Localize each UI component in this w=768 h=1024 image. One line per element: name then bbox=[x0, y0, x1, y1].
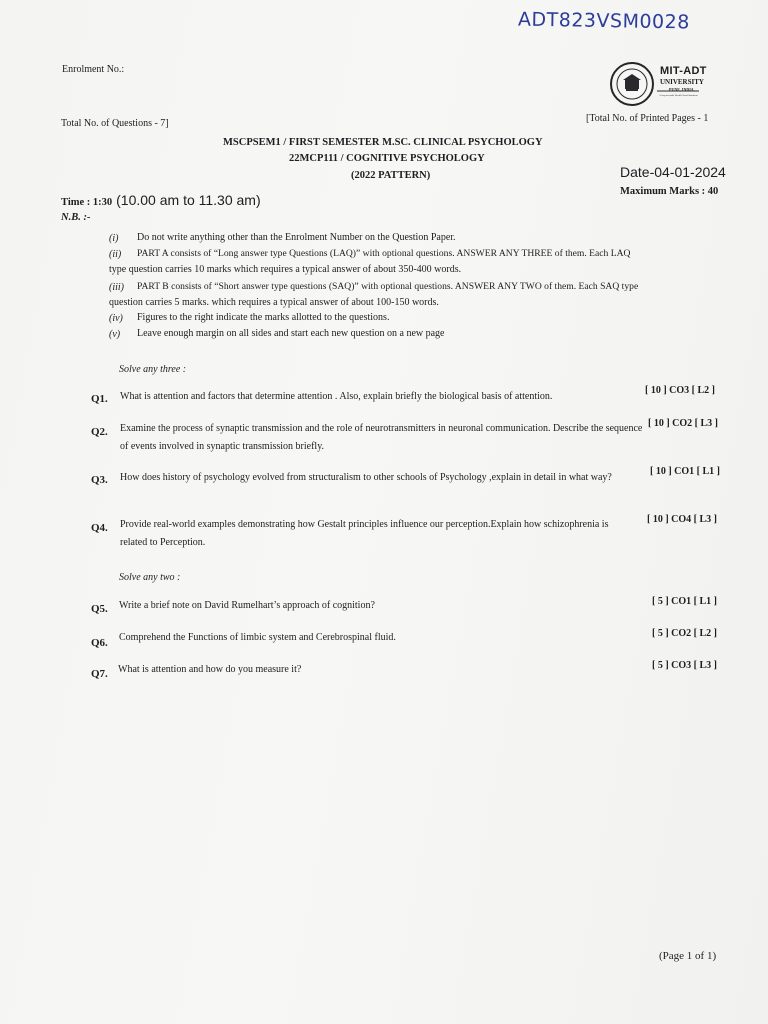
time-range: (10.00 am to 11.30 am) bbox=[116, 192, 261, 208]
question-number: Q6. bbox=[91, 637, 108, 649]
question-text: Comprehend the Functions of limbic system and Cerebrospinal fluid. bbox=[119, 632, 396, 643]
question-marks: [ 5 ] CO1 [ L1 ] bbox=[652, 596, 717, 607]
section-b-label: Solve any two : bbox=[119, 572, 181, 583]
question-text: What is attention and how do you measure it? bbox=[118, 664, 302, 675]
nb-label: N.B. :- bbox=[61, 212, 91, 223]
maximum-marks: Maximum Marks : 40 bbox=[620, 186, 719, 197]
question-text: Write a brief note on David Rumelhart’s approach of cognition? bbox=[119, 600, 375, 611]
question-marks: [ 10 ] CO2 [ L3 ] bbox=[648, 418, 718, 429]
exam-date: Date-04-01-2024 bbox=[620, 164, 726, 180]
time-label: Time : 1:30 bbox=[61, 197, 113, 208]
header-line-3: (2022 PATTERN) bbox=[351, 170, 431, 181]
instruction-text: Figures to the right indicate the marks allotted to the questions. bbox=[137, 312, 390, 323]
instruction-num: (iii) bbox=[109, 282, 124, 293]
total-questions: Total No. of Questions - 7] bbox=[61, 118, 169, 129]
instruction-text-cont: question carries 5 marks. which requires a typical answer of about 100-150 words. bbox=[109, 297, 439, 308]
logo-line2: UNIVERSITY bbox=[660, 78, 704, 86]
question-text: How does history of psychology evolved from structuralism to other schools of Psychology ,explain in detail in what way? bbox=[120, 472, 612, 483]
enrolment-label: Enrolment No.: bbox=[62, 64, 125, 75]
question-number: Q7. bbox=[91, 668, 108, 680]
logo-tagline: A leap towards World Class Education bbox=[659, 94, 698, 97]
header-line-1: MSCPSEM1 / FIRST SEMESTER M.SC. CLINICAL PSYCHOLOGY bbox=[223, 137, 543, 148]
question-number: Q3. bbox=[91, 474, 108, 486]
instruction-num: (i) bbox=[109, 233, 119, 244]
handwritten-doc-id: ADT823VSM0028 bbox=[517, 8, 690, 34]
question-number: Q4. bbox=[91, 522, 108, 534]
instruction-text: Do not write anything other than the Enrolment Number on the Question Paper. bbox=[137, 232, 456, 243]
question-text: Provide real-world examples demonstrating how Gestalt principles influence our perception.Explain how schizophrenia is related to Perception. bbox=[120, 519, 609, 548]
page-footer: (Page 1 of 1) bbox=[659, 950, 717, 962]
instruction-text: PART A consists of “Long answer type Questions (LAQ)” with optional questions. ANSWER ANY THREE of them. Each LAQ bbox=[137, 248, 631, 259]
instruction-text-cont: type question carries 10 marks which requires a typical answer of about 350-400 words. bbox=[109, 264, 462, 275]
section-a-label: Solve any three : bbox=[119, 364, 187, 375]
instruction-text: PART B consists of “Short answer type questions (SAQ)” with optional questions. ANSWER ANY TWO of them. Each SAQ type bbox=[137, 281, 639, 292]
instruction-num: (ii) bbox=[109, 249, 122, 260]
question-text: What is attention and factors that determine attention . Also, explain briefly the biological basis of attention. bbox=[120, 391, 553, 402]
question-marks: [ 5 ] CO2 [ L2 ] bbox=[652, 628, 717, 639]
total-pages: [Total No. of Printed Pages - 1 bbox=[586, 113, 709, 124]
logo-line3: PUNE, INDIA bbox=[669, 87, 694, 92]
question-number: Q2. bbox=[91, 426, 108, 438]
university-logo bbox=[609, 61, 721, 107]
question-marks: [ 10 ] CO3 [ L2 ] bbox=[645, 385, 715, 396]
time-row bbox=[61, 192, 261, 210]
instruction-text: Leave enough margin on all sides and start each new question on a new page bbox=[137, 328, 445, 339]
question-number: Q5. bbox=[91, 603, 108, 615]
instruction-num: (iv) bbox=[109, 313, 123, 324]
question-marks: [ 5 ] CO3 [ L3 ] bbox=[652, 660, 717, 671]
question-text: Examine the process of synaptic transmission and the role of neurotransmitters in neuronal communication. Describe the sequence of events involved in synaptic transmission briefly. bbox=[120, 423, 643, 452]
question-marks: [ 10 ] CO4 [ L3 ] bbox=[647, 514, 717, 525]
header-line-2: 22MCP111 / COGNITIVE PSYCHOLOGY bbox=[289, 153, 485, 164]
question-marks: [ 10 ] CO1 [ L1 ] bbox=[650, 466, 720, 477]
logo-name: MIT-ADT bbox=[660, 65, 707, 77]
question-number: Q1. bbox=[91, 393, 108, 405]
instruction-num: (v) bbox=[109, 329, 121, 340]
